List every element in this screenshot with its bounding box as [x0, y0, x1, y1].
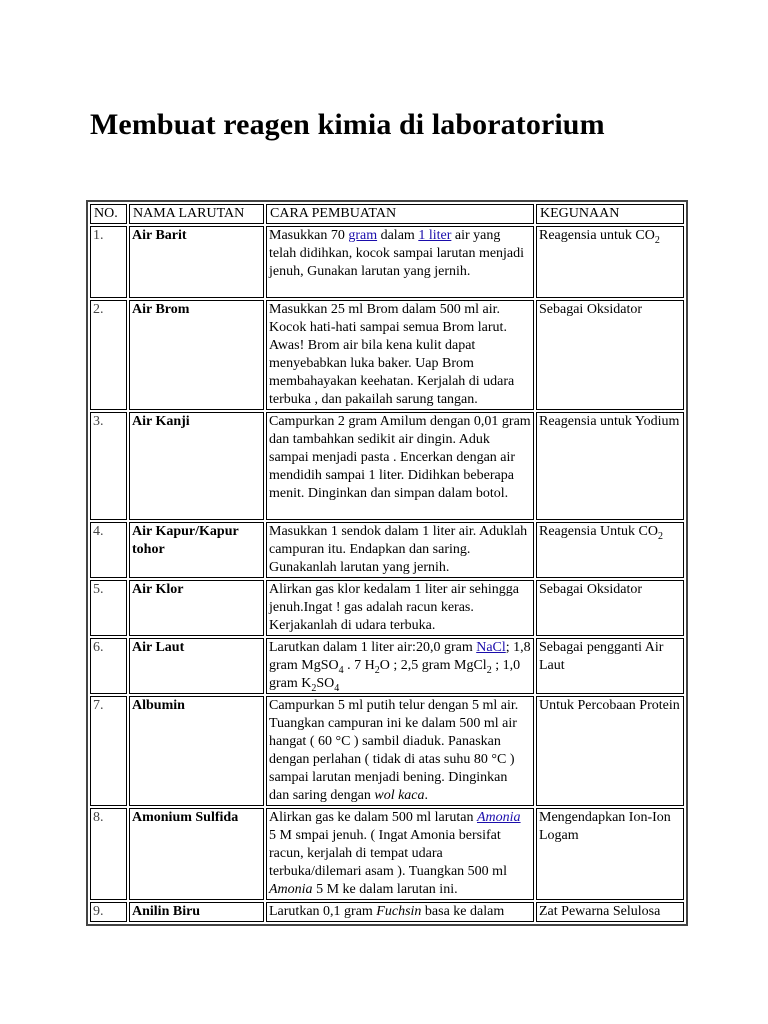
- page-title: Membuat reagen kimia di laboratorium: [90, 108, 605, 141]
- link-nacl[interactable]: NaCl: [476, 640, 506, 655]
- text-run: Campurkan 5 ml putih telur dengan 5 ml air. Tuangkan campuran ini ke dalam 500 ml air hangat ( 60 °C ) sambil diaduk. Panaskan dengan perlahan ( tidak di atas suhu 80 °C ) sampai larutan menjadi bening. Dinginkan dan saring dengan: [269, 698, 519, 803]
- text-run: Untuk Percobaan Protein: [539, 698, 680, 713]
- text-run: Masukkan 70: [269, 228, 349, 243]
- subscript: 4: [338, 664, 344, 676]
- table-row: [90, 300, 684, 410]
- text-run: ; 1,8 gram MgSO: [269, 640, 531, 673]
- subscript: 2: [374, 664, 380, 676]
- preparation-method: [266, 412, 534, 520]
- table-row: [90, 638, 684, 694]
- text-run: Masukkan 1 sendok dalam 1 liter air. Aduklah campuran itu. Endapkan dan saring. Gunakanlah larutan yang jernih.: [269, 524, 528, 575]
- usage: [536, 300, 684, 410]
- text-run: 5 M ke dalam larutan ini.: [312, 882, 458, 897]
- text-run: Zat Pewarna Selulosa: [539, 904, 661, 919]
- preparation-method: [266, 300, 534, 410]
- text-run: ; 1,0 gram K: [269, 658, 521, 691]
- text-run: .: [424, 788, 429, 803]
- usage: [536, 580, 684, 636]
- row-number: 2.: [90, 300, 127, 410]
- text-run: . 7 H: [343, 658, 375, 673]
- text-run: 5 M smpai jenuh. ( Ingat Amonia bersifat racun, kerjalah di tempat udara terbuka/dilemari asam ). Tuangkan 500 ml: [269, 828, 507, 879]
- table-row: [90, 522, 684, 578]
- header-nama-larutan: NAMA LARUTAN: [129, 204, 264, 224]
- text-run: Reagensia Untuk CO: [539, 524, 658, 539]
- reagent-table: [86, 200, 688, 926]
- header-no: NO.: [90, 204, 127, 224]
- row-number: 3.: [90, 412, 127, 520]
- row-number: 9.: [90, 902, 127, 922]
- text-run: dalam: [377, 228, 419, 243]
- text-run: Sebagai Oksidator: [539, 302, 643, 317]
- table-row: [90, 580, 684, 636]
- italic-text: Fuchsin: [376, 904, 422, 919]
- usage: [536, 412, 684, 520]
- usage: [536, 902, 684, 922]
- preparation-method: [266, 902, 534, 922]
- solution-name: Albumin: [129, 696, 264, 806]
- text-run: SO: [316, 676, 335, 691]
- italic-text: Amonia: [269, 882, 313, 897]
- row-number: 1.: [90, 226, 127, 298]
- header-kegunaan: KEGUNAAN: [536, 204, 684, 224]
- subscript: 2: [657, 530, 663, 542]
- text-run: O ; 2,5 gram MgCl: [379, 658, 487, 673]
- table-header-row: [90, 204, 684, 224]
- usage: [536, 696, 684, 806]
- text-run: Masukkan 25 ml Brom dalam 500 ml air. Kocok hati-hati sampai semua Brom larut. Awas! Brom air bila kena kulit dapat menyebabkan luka baker. Uap Brom membahayakan keehatan. Kerjalah di udara terbuka , dan pakailah sarung tangan.: [269, 302, 515, 407]
- preparation-method: [266, 580, 534, 636]
- text-run: Larutkan dalam 1 liter air:20,0 gram: [269, 640, 477, 655]
- solution-name: Air Barit: [129, 226, 264, 298]
- solution-name: Air Laut: [129, 638, 264, 694]
- preparation-method: [266, 696, 534, 806]
- italic-text: wol kaca: [374, 788, 425, 803]
- solution-name: Air Kapur/Kapur tohor: [129, 522, 264, 578]
- subscript: 2: [486, 664, 492, 676]
- table-row: [90, 808, 684, 900]
- usage: [536, 808, 684, 900]
- preparation-method: [266, 226, 534, 298]
- solution-name: Air Kanji: [129, 412, 264, 520]
- text-run: air yang telah didihkan, kocok sampai larutan menjadi jenuh, Gunakan larutan yang jernih.: [269, 228, 525, 279]
- usage: [536, 226, 684, 298]
- preparation-method: [266, 638, 534, 694]
- text-run: Sebagai Oksidator: [539, 582, 643, 597]
- table-row: [90, 412, 684, 520]
- text-run: Alirkan gas ke dalam 500 ml larutan: [269, 810, 477, 825]
- row-number: 8.: [90, 808, 127, 900]
- text-run: Larutkan 0,1 gram: [269, 904, 377, 919]
- table-row: [90, 696, 684, 806]
- usage: [536, 522, 684, 578]
- solution-name: Anilin Biru: [129, 902, 264, 922]
- text-run: Campurkan 2 gram Amilum dengan 0,01 gram dan tambahkan sedikit air dingin. Aduk sampai menjadi pasta . Encerkan dengan air mendidih sampai 1 liter. Didihkan beberapa menit. Dinginkan dan simpan dalam botol.: [269, 414, 531, 501]
- solution-name: Air Klor: [129, 580, 264, 636]
- link-1-liter[interactable]: 1 liter: [418, 228, 452, 243]
- row-number: 6.: [90, 638, 127, 694]
- text-run: Reagensia untuk Yodium: [539, 414, 680, 429]
- solution-name: Amonium Sulfida: [129, 808, 264, 900]
- text-run: basa ke dalam: [421, 904, 505, 919]
- text-run: Reagensia untuk CO: [539, 228, 655, 243]
- subscript: 4: [334, 682, 340, 694]
- subscript: 2: [311, 682, 317, 694]
- solution-name: Air Brom: [129, 300, 264, 410]
- table-row: [90, 226, 684, 298]
- row-number: 7.: [90, 696, 127, 806]
- preparation-method: [266, 522, 534, 578]
- text-run: Alirkan gas klor kedalam 1 liter air sehingga jenuh.Ingat ! gas adalah racun keras. Kerjakanlah di udara terbuka.: [269, 582, 519, 633]
- table-row: [90, 902, 684, 922]
- preparation-method: [266, 808, 534, 900]
- text-run: Mengendapkan Ion-Ion Logam: [539, 810, 671, 843]
- usage: [536, 638, 684, 694]
- header-cara-pembuatan: CARA PEMBUATAN: [266, 204, 534, 224]
- row-number: 5.: [90, 580, 127, 636]
- text-run: Sebagai pengganti Air Laut: [539, 640, 664, 673]
- link-amonia[interactable]: Amonia: [477, 810, 521, 825]
- link-gram[interactable]: gram: [348, 228, 378, 243]
- row-number: 4.: [90, 522, 127, 578]
- subscript: 2: [654, 234, 660, 246]
